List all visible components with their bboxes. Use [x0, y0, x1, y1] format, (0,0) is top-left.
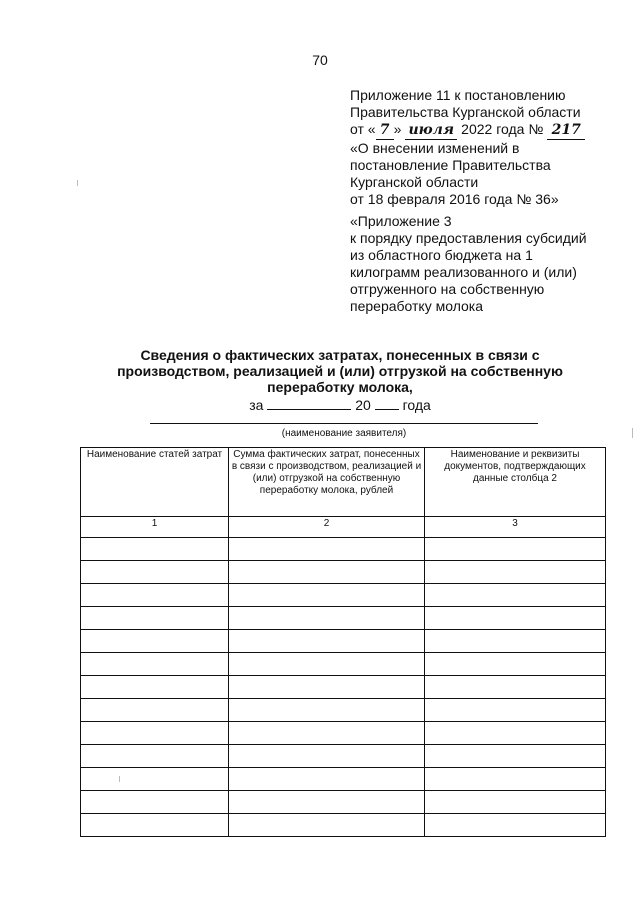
- column-number-row: [81, 517, 606, 538]
- table-row: [81, 745, 606, 768]
- table-cell: [81, 745, 229, 768]
- period-blank: [267, 397, 351, 410]
- table-row: [81, 561, 606, 584]
- table-cell: [425, 676, 606, 699]
- column-number: 2: [229, 517, 425, 538]
- period-year-prefix: 20: [355, 397, 371, 413]
- date-prefix: от «: [350, 121, 376, 137]
- table-cell: [81, 814, 229, 837]
- handwritten-month: июля: [405, 122, 457, 140]
- table-cell: [229, 584, 425, 607]
- table-body: [81, 538, 606, 837]
- appendix-line-5: постановление Правительства: [350, 157, 551, 173]
- table-cell: [229, 538, 425, 561]
- handwritten-day: 7: [376, 122, 394, 140]
- table-row: [81, 538, 606, 561]
- table-cell: [425, 630, 606, 653]
- table-cell: [425, 745, 606, 768]
- table-cell: [81, 538, 229, 561]
- table-cell: [229, 676, 425, 699]
- table-cell: [229, 745, 425, 768]
- header-actual-costs: Сумма фактических затрат, понесенных в связи с производством, реализацией и (или) отгрузкой на собственную переработку молока, рублей: [229, 448, 425, 517]
- table-row: [81, 722, 606, 745]
- document-title: [90, 347, 590, 395]
- table-cell: [229, 791, 425, 814]
- period-prefix: за: [249, 397, 264, 413]
- table-row: [81, 584, 606, 607]
- table-cell: [81, 584, 229, 607]
- table-cell: [81, 607, 229, 630]
- appendix-line-4: «О внесении изменений в: [350, 140, 520, 156]
- column-number: 1: [81, 517, 229, 538]
- table-cell: [81, 768, 229, 791]
- applicant-caption: (наименование заявителя): [281, 428, 407, 439]
- appendix-header: [350, 87, 630, 208]
- table-cell: [229, 814, 425, 837]
- table-cell: [81, 630, 229, 653]
- appendix-3-line-4: килограмм реализованного и (или): [350, 264, 577, 280]
- table-cell: [425, 791, 606, 814]
- table-cell: [229, 607, 425, 630]
- handwritten-number: 217: [547, 122, 585, 140]
- column-number: 3: [425, 517, 606, 538]
- period-suffix: года: [402, 397, 431, 413]
- appendix-3-line-1: «Приложение 3: [350, 213, 452, 229]
- table-row: [81, 699, 606, 722]
- table-cell: [425, 561, 606, 584]
- table-cell: [425, 538, 606, 561]
- table-cell: [425, 653, 606, 676]
- header-cost-items: Наименование статей затрат: [81, 448, 229, 517]
- applicant-name-line: [150, 423, 538, 424]
- table-row: [81, 768, 606, 791]
- appendix-line-7: от 18 февраля 2016 года № 36»: [350, 191, 559, 207]
- table-cell: [81, 676, 229, 699]
- appendix-3-line-6: переработку молока: [350, 298, 484, 314]
- header-documents: Наименование и реквизиты документов, подтверждающих данные столбца 2: [425, 448, 606, 517]
- date-mid: »: [393, 121, 402, 137]
- table-cell: [81, 561, 229, 584]
- appendix-line-2: Правительства Курганской области: [350, 104, 581, 120]
- table-cell: [229, 561, 425, 584]
- appendix-date-line: [350, 121, 630, 140]
- table-row: [81, 676, 606, 699]
- table-row: [81, 814, 606, 837]
- page-number: 70: [312, 52, 328, 68]
- table-row: [81, 653, 606, 676]
- scan-mark: [77, 180, 78, 186]
- table-cell: [425, 814, 606, 837]
- appendix-3-line-5: отгруженного на собственную: [350, 281, 545, 297]
- table-cell: [425, 584, 606, 607]
- table-row: [81, 791, 606, 814]
- table-cell: [425, 768, 606, 791]
- table-cell: [229, 653, 425, 676]
- table-header-row: [81, 448, 606, 517]
- table-cell: [425, 722, 606, 745]
- reporting-period: [90, 397, 590, 413]
- scan-mark: [632, 428, 633, 438]
- table-cell: [229, 768, 425, 791]
- appendix-line-1: Приложение 11 к постановлению: [350, 87, 566, 103]
- appendix-3-line-3: из областного бюджета на 1: [350, 247, 533, 263]
- table-cell: [229, 722, 425, 745]
- table-cell: [81, 722, 229, 745]
- table-cell: [425, 607, 606, 630]
- table-cell: [81, 699, 229, 722]
- table-row: [81, 607, 606, 630]
- year-blank: [375, 397, 399, 410]
- appendix-3-header: [350, 213, 630, 315]
- appendix-line-6: Курганской области: [350, 174, 479, 190]
- title-line-2: производством, реализацией и (или) отгрузкой на собственную: [117, 363, 563, 379]
- table-cell: [229, 630, 425, 653]
- table-cell: [81, 653, 229, 676]
- scan-mark: [119, 776, 120, 782]
- table-cell: [81, 791, 229, 814]
- date-year-text: 2022 года №: [461, 121, 544, 137]
- expenses-table: [80, 447, 606, 837]
- table-cell: [229, 699, 425, 722]
- appendix-3-line-2: к порядку предоставления субсидий: [350, 230, 587, 246]
- table-row: [81, 630, 606, 653]
- title-line-1: Сведения о фактических затратах, понесенных в связи с: [140, 347, 540, 363]
- title-line-3: переработку молока,: [267, 379, 413, 395]
- table-cell: [425, 699, 606, 722]
